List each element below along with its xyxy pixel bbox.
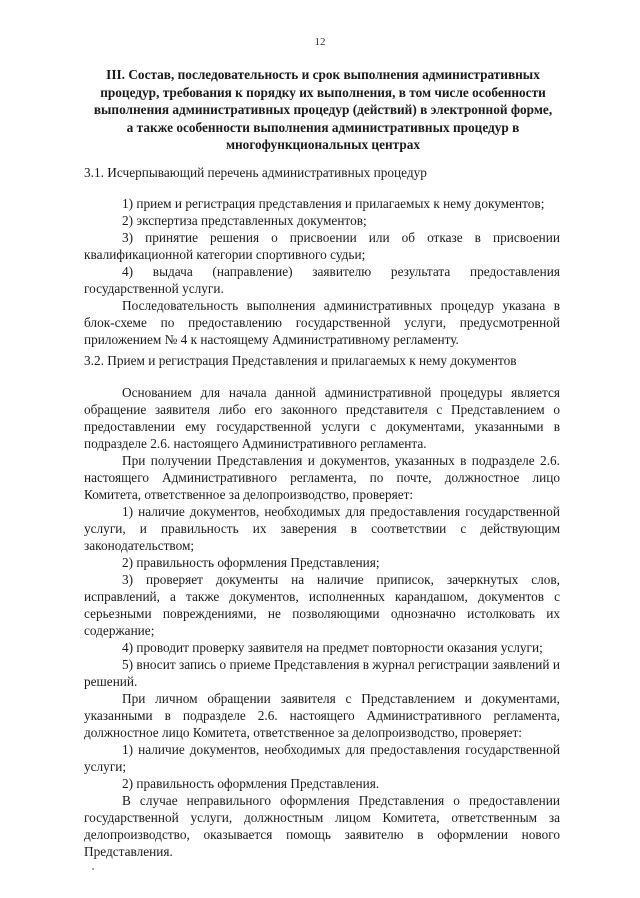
paragraph: Основанием для начала данной административной процедуры является обращение заявителя либо его законного представителя с Представлением о предоставлении ему государственной услуги с документами, указанными в подразделе 2.6. настоящего Административного регламента. — [84, 385, 560, 451]
list-item: 2) правильность оформления Представления; — [122, 555, 380, 570]
section-title-line: III. Состав, последовательность и срок выполнения административных — [106, 67, 540, 82]
list-item: 3) принятие решения о присвоении или об отказе в присвоении квалификационной категории спортивного судьи; — [84, 230, 560, 262]
subsection-body-3-1 — [84, 195, 560, 348]
paragraph: Последовательность выполнения административных процедур указана в блок-схеме по предоставлению государственной услуги, предусмотренной приложением № 4 к настоящему Административному регламенту. — [84, 298, 560, 347]
page-number: 12 — [314, 36, 326, 48]
paragraph: В случае неправильного оформления Представления о предоставлении государственной услуги, должностным лицом Комитета, ответственным за делопроизводство, оказывается помощь заявителю в оформлении нового Представления. — [84, 793, 560, 859]
paragraph: При личном обращении заявителя с Представлением и документами, указанными в подразделе 2.6. настоящего Административного регламента, должностное лицо Комитета, ответственное за делопроизводство, проверяет: — [84, 691, 560, 740]
list-item: 1) наличие документов, необходимых для предоставления государственной услуги; — [84, 742, 560, 774]
subsection-heading-3-2: 3.2. Прием и регистрация Представления и прилагаемых к нему документов — [84, 353, 517, 368]
section-title-line: многофункциональных центрах — [225, 137, 421, 152]
list-item: 4) выдача (направление) заявителю результата предоставления государственной услуги. — [84, 264, 560, 296]
list-item: 1) прием и регистрация представления и прилагаемых к нему документов; — [122, 196, 545, 211]
section-title-line: процедур, требования к порядку их выполнения, в том числе особенности — [100, 84, 546, 100]
paragraph: При получении Представления и документов, указанных в подразделе 2.6. настоящего Административного регламента, по почте, должностное лицо Комитета, ответственное за делопроизводство, проверяет: — [84, 453, 560, 502]
list-item: 3) проверяет документы на наличие приписок, зачеркнутых слов, исправлений, а также документов, исполненных карандашом, документов с серьезными повреждениями, не позволяющими однозначно истолковать их содержание; — [84, 572, 560, 638]
section-title-line: выполнения административных процедур (действий) в электронной форме, — [93, 102, 553, 117]
subsection-heading-3-1: 3.1. Исчерпывающий перечень административных процедур — [84, 165, 427, 180]
list-item: 2) правильность оформления Представления. — [122, 776, 380, 791]
list-item: 1) наличие документов, необходимых для предоставления государственной услуги, и правильность их заверения в соответствии с действующим законодательством; — [84, 504, 560, 553]
list-item: 5) вносит запись о приеме Представления в журнал регистрации заявлений и решений. — [84, 657, 560, 689]
section-title — [68, 66, 578, 154]
section-title-line: а также особенности выполнения административных процедур в — [126, 119, 520, 135]
list-item: 4) проводит проверку заявителя на предмет повторности оказания услуги; — [122, 640, 543, 655]
subsection-body-3-2 — [84, 384, 560, 860]
scan-speck — [92, 868, 94, 870]
list-item: 2) экспертиза представленных документов; — [122, 213, 367, 228]
